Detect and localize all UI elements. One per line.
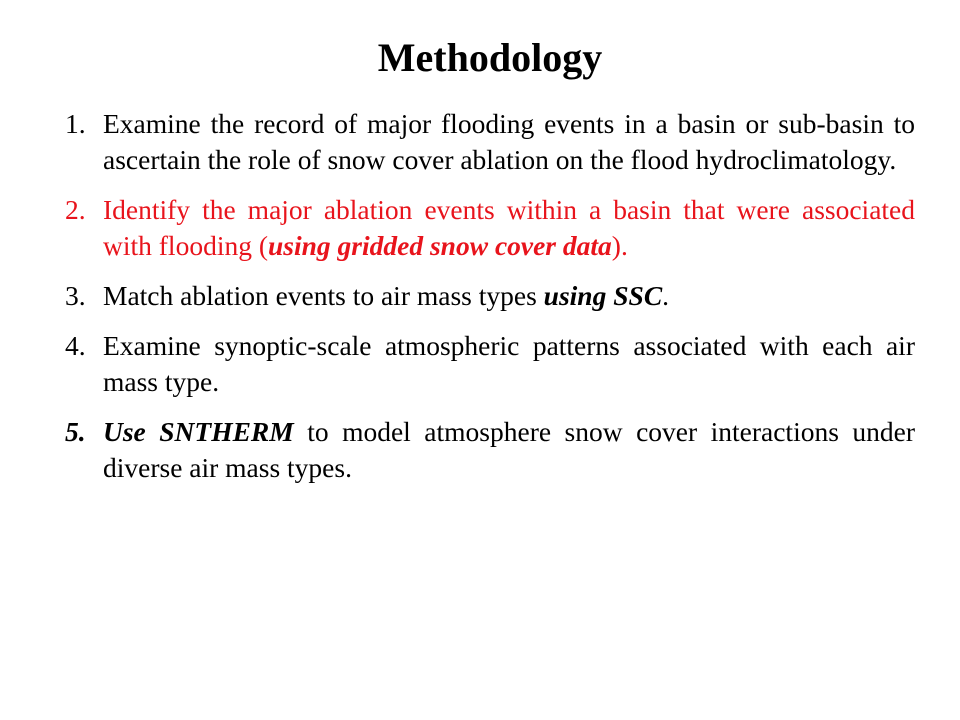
item-text: Examine the record of major flooding events in a basin or sub-basin to ascertain the role of snow cover ablation on the flood hydroclimatology. — [103, 108, 915, 175]
list-item-2 — [65, 192, 915, 264]
item-number: 5. — [65, 416, 86, 447]
item-text: Match ablation events to air mass types — [103, 280, 544, 311]
item-text-end: . — [662, 280, 670, 311]
item-number: 1. — [65, 108, 86, 139]
item-emphasis: Use SNTHERM — [103, 416, 294, 447]
item-text-end: ). — [611, 230, 628, 261]
slide-title: Methodology — [377, 35, 603, 80]
list-item-4 — [65, 328, 915, 400]
list-item-5 — [65, 414, 915, 486]
methodology-list — [65, 106, 915, 500]
list-item-1 — [65, 106, 915, 178]
item-text: Identify the major ablation events within a basin that were associated with flooding ( — [103, 194, 915, 261]
item-number: 4. — [65, 330, 86, 361]
item-number: 3. — [65, 280, 86, 311]
list-item-3 — [65, 278, 915, 314]
item-emphasis: using gridded snow cover data — [268, 230, 612, 261]
item-text: Examine synoptic-scale atmospheric patterns associated with each air mass type. — [103, 330, 915, 397]
item-text-end: to model atmosphere snow cover interactions under diverse air mass types. — [103, 416, 916, 483]
item-emphasis: using SSC — [543, 280, 663, 311]
item-number: 2. — [65, 194, 86, 225]
